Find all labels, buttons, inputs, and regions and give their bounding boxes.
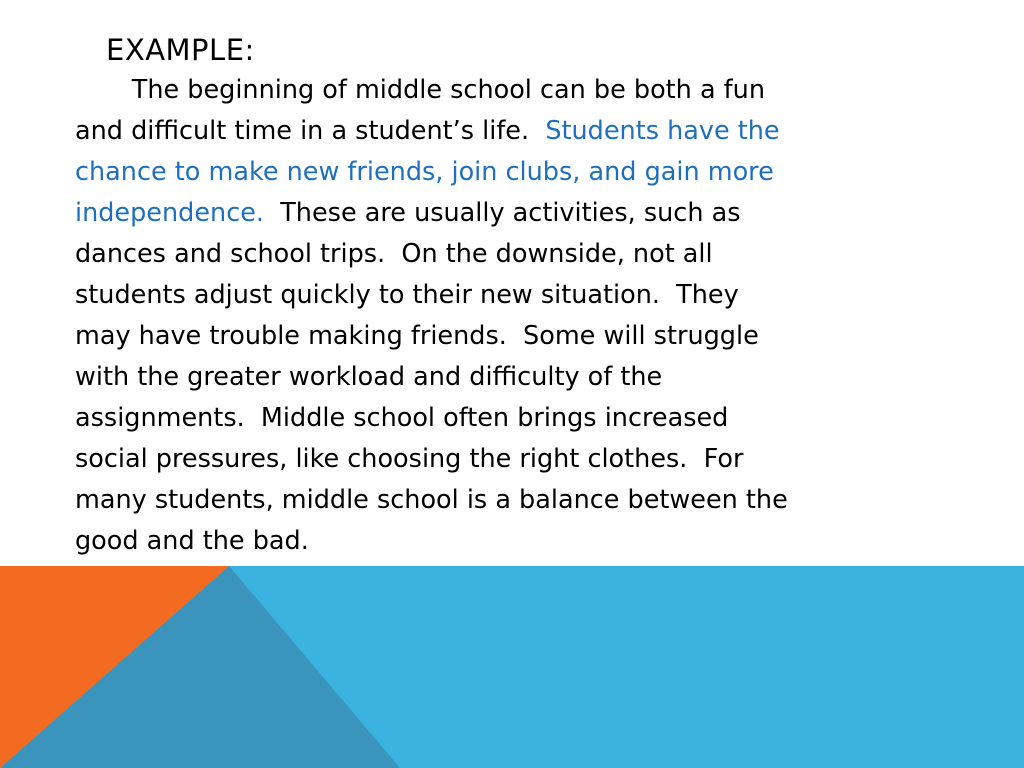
text-segment: many students, middle school is a balance between the xyxy=(75,485,788,515)
text-segment: These are usually activities, such as xyxy=(264,198,741,228)
text-segment: assignments. Middle school often brings increased xyxy=(75,403,729,433)
highlighted-sentence: chance to make new friends, join clubs, and gain more xyxy=(75,157,774,187)
text-segment: may have trouble making friends. Some will struggle xyxy=(75,321,759,351)
highlighted-sentence: independence. xyxy=(75,198,265,228)
text-segment: good and the bad. xyxy=(75,526,309,556)
text-segment: students adjust quickly to their new situation. They xyxy=(75,280,739,310)
highlighted-sentence: Students have the xyxy=(545,116,780,146)
text-segment: The beginning of middle school can be both a fun xyxy=(75,75,765,105)
text-segment: with the greater workload and difficulty of the xyxy=(75,362,663,392)
text-segment: social pressures, like choosing the right clothes. For xyxy=(75,444,744,474)
slide-title: EXAMPLE: xyxy=(106,33,255,67)
text-segment: and difficult time in a student’s life. xyxy=(75,116,546,146)
text-segment: dances and school trips. On the downside, not all xyxy=(75,239,713,269)
